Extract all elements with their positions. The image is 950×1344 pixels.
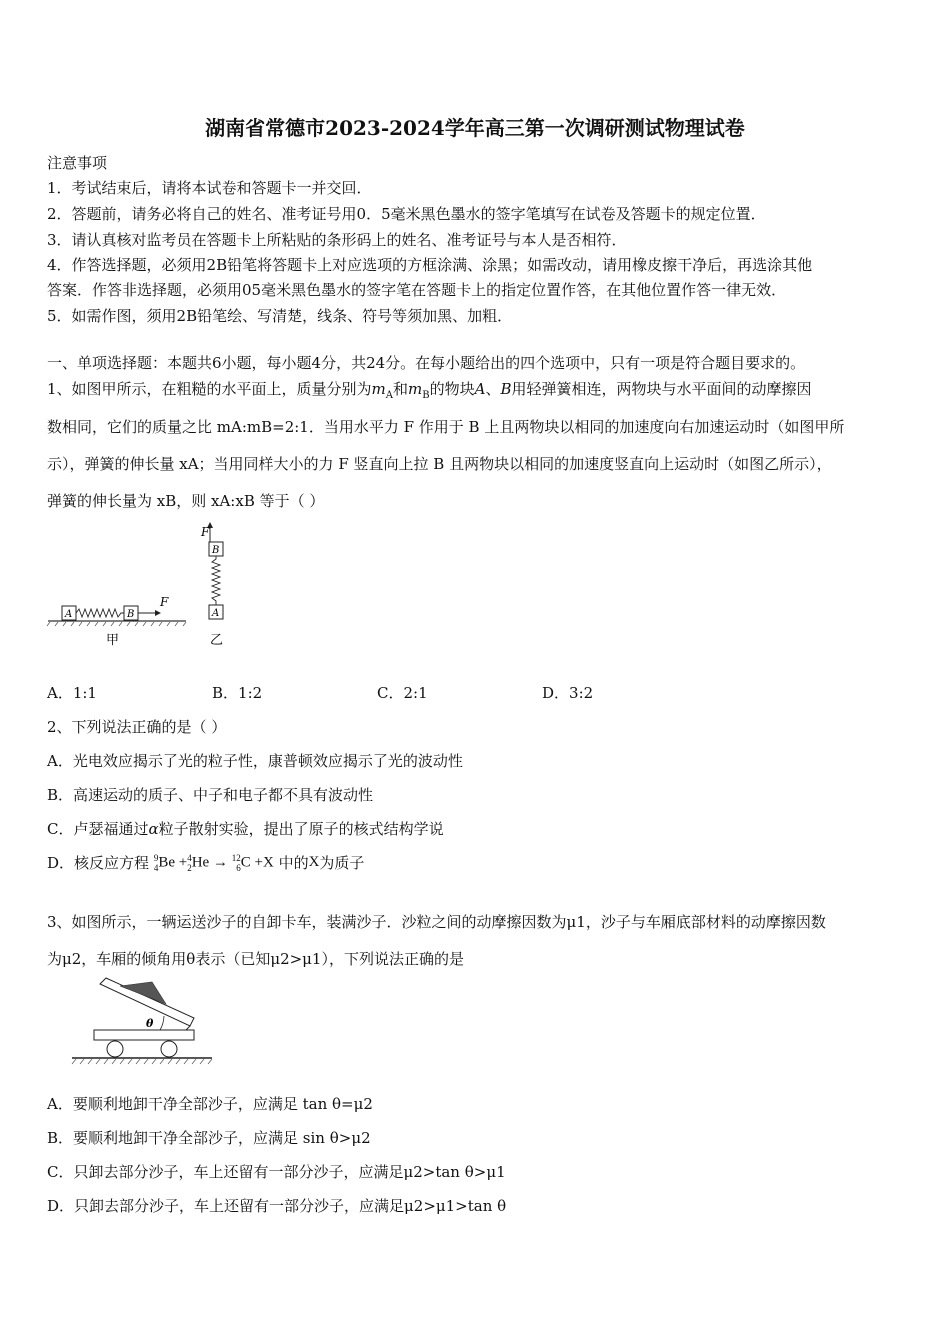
q1-option-d[interactable]: D．3:2 bbox=[542, 684, 594, 702]
eq-be-mass: 9 bbox=[153, 852, 159, 863]
q1-option-b[interactable]: B．1:2 bbox=[212, 684, 263, 702]
truck-wheel-rear bbox=[107, 1041, 123, 1057]
eq-x: X bbox=[262, 853, 274, 870]
q1-fig-label-b2: B bbox=[212, 545, 220, 556]
q1-fig-label-a2: A bbox=[212, 608, 220, 619]
eq-arrow: → bbox=[212, 853, 228, 870]
q1-fig-label-a1: A bbox=[65, 609, 73, 620]
q2-c-post: 粒子散射实验，提出了原子的核式结构学说 bbox=[158, 820, 444, 838]
eq-he-charge: 2 bbox=[187, 862, 192, 873]
q2-d-pre: D．核反应方程 bbox=[47, 854, 150, 872]
notice-heading: 注意事项 bbox=[47, 154, 108, 172]
q2-option-b[interactable]: B．高速运动的质子、中子和电子都不具有波动性 bbox=[47, 786, 374, 804]
eq-he-mass: 4 bbox=[187, 852, 192, 863]
eq-be: Be bbox=[158, 853, 175, 870]
q1-subB: B bbox=[422, 390, 430, 401]
q1-spring-vertical bbox=[212, 556, 220, 605]
q1-fig-label-jia: 甲 bbox=[106, 633, 120, 648]
q1-mB: m bbox=[408, 380, 423, 398]
q3-truck-figure bbox=[68, 978, 218, 1068]
nuclear-equation bbox=[154, 853, 274, 873]
q2-option-d[interactable] bbox=[47, 852, 364, 884]
q3-option-b[interactable]: B．要顺利地卸干净全部沙子，应满足 sin θ>μ2 bbox=[47, 1129, 371, 1147]
notice-item-4-cont: 答案．作答非选择题，必须用05毫米黑色墨水的签字笔在答题卡上的指定位置作答，在其他位置作答一律无效． bbox=[47, 281, 787, 299]
eq-he: He bbox=[191, 853, 210, 870]
q3-option-d[interactable]: D．只卸去部分沙子，车上还留有一部分沙子，应满足μ2>μ1>tan θ bbox=[47, 1197, 507, 1215]
q1-line1-c: 用轻弹簧相连，两物块与水平面间的动摩擦因 bbox=[511, 380, 812, 398]
q1-fig-force-2: F bbox=[201, 525, 210, 539]
q2-stem: 2、下列说法正确的是（ ） bbox=[47, 718, 227, 736]
q1-line-1 bbox=[47, 378, 812, 401]
section-heading: 一、单项选择题：本题共6小题，每小题4分，共24分。在每小题给出的四个选项中，只有一项是符合题目要求的。 bbox=[47, 354, 806, 372]
page-title: 湖南省常德市2023-2024学年高三第一次调研测试物理试卷 bbox=[205, 116, 745, 140]
q1-mA: m bbox=[371, 380, 386, 398]
eq-be-charge: 4 bbox=[153, 862, 159, 873]
q1-figure bbox=[40, 518, 240, 653]
q1-option-a[interactable]: A．1:1 bbox=[47, 684, 97, 702]
eq-c-charge: 6 bbox=[236, 862, 241, 873]
eq-c: C bbox=[240, 853, 251, 870]
q1-subA: A bbox=[385, 390, 394, 401]
q1-A: A bbox=[474, 380, 486, 398]
q1-line-3: 示），弹簧的伸长量 xA；当用同样大小的力 F 竖直向上拉 B 且两物块以相同的加速度竖直向上运动时（如图乙所示）， bbox=[47, 455, 832, 473]
q3-line-2: 为μ2，车厢的倾角用θ表示（已知μ2>μ1），下列说法正确的是 bbox=[47, 950, 464, 968]
eq-plus-2: + bbox=[254, 853, 263, 870]
q1-B: B bbox=[500, 380, 512, 398]
notice-item-1: 1．考试结束后，请将本试卷和答题卡一并交回． bbox=[47, 179, 372, 197]
q3-option-a[interactable]: A．要顺利地卸干净全部沙子，应满足 tan θ=μ2 bbox=[47, 1095, 373, 1113]
eq-c-mass: 12 bbox=[231, 852, 241, 863]
q2-option-c[interactable] bbox=[47, 818, 444, 839]
notice-item-4: 4．作答选择题，必须用2B铅笔将答题卡上对应选项的方框涂满、涂黑；如需改动，请用橡皮擦干净后，再选涂其他 bbox=[47, 256, 813, 274]
truck-wheel-front bbox=[161, 1041, 177, 1057]
notice-item-5: 5．如需作图，须用2B铅笔绘、写清楚，线条、符号等须加黑、加粗． bbox=[47, 307, 513, 325]
q1-spring-horizontal bbox=[76, 609, 124, 617]
q1-and: 和 bbox=[393, 380, 409, 398]
q2-c-alpha: α bbox=[148, 820, 159, 838]
truck-chassis bbox=[94, 1030, 194, 1040]
q1-fig-label-yi: 乙 bbox=[210, 633, 224, 648]
eq-plus-1: + bbox=[178, 853, 188, 870]
q2-d-x: X bbox=[308, 854, 320, 870]
q1-line-4: 弹簧的伸长量为 xB，则 xA:xB 等于（ ） bbox=[47, 492, 325, 510]
q1-line1-b: 的物块 bbox=[429, 380, 475, 398]
q3-fig-theta: θ bbox=[146, 1017, 154, 1030]
q2-d-post: 为质子 bbox=[319, 854, 365, 872]
q3-line-1: 3、如图所示，一辆运送沙子的自卸卡车，装满沙子．沙粒之间的动摩擦因数为μ1，沙子与车厢底部材料的动摩擦因数 bbox=[47, 913, 826, 931]
q2-d-mid: 中的 bbox=[278, 854, 309, 872]
notice-item-2: 2．答题前，请务必将自己的姓名、准考证号用0．5毫米黑色墨水的签字笔填写在试卷及答题卡的规定位置． bbox=[47, 205, 766, 223]
q1-line-2: 数相同，它们的质量之比 mA:mB=2:1．当用水平力 F 作用于 B 上且两物块以相同的加速度向右加速运动时（如图甲所 bbox=[47, 418, 845, 436]
q1-option-c[interactable]: C．2:1 bbox=[377, 684, 428, 702]
notice-item-3: 3．请认真核对监考员在答题卡上所粘贴的条形码上的姓名、准考证号与本人是否相符． bbox=[47, 231, 627, 249]
q2-c-pre: C．卢瑟福通过 bbox=[47, 820, 149, 838]
q2-option-a[interactable]: A．光电效应揭示了光的粒子性，康普顿效应揭示了光的波动性 bbox=[47, 752, 463, 770]
q1-line1-a: 1、如图甲所示，在粗糙的水平面上，质量分别为 bbox=[47, 380, 372, 398]
q1-fig-force-1: F bbox=[160, 595, 169, 609]
q1-fig-label-b1: B bbox=[127, 609, 135, 620]
q3-option-c[interactable]: C．只卸去部分沙子，车上还留有一部分沙子，应满足μ2>tan θ>μ1 bbox=[47, 1163, 506, 1181]
q1-sep: 、 bbox=[485, 380, 501, 398]
